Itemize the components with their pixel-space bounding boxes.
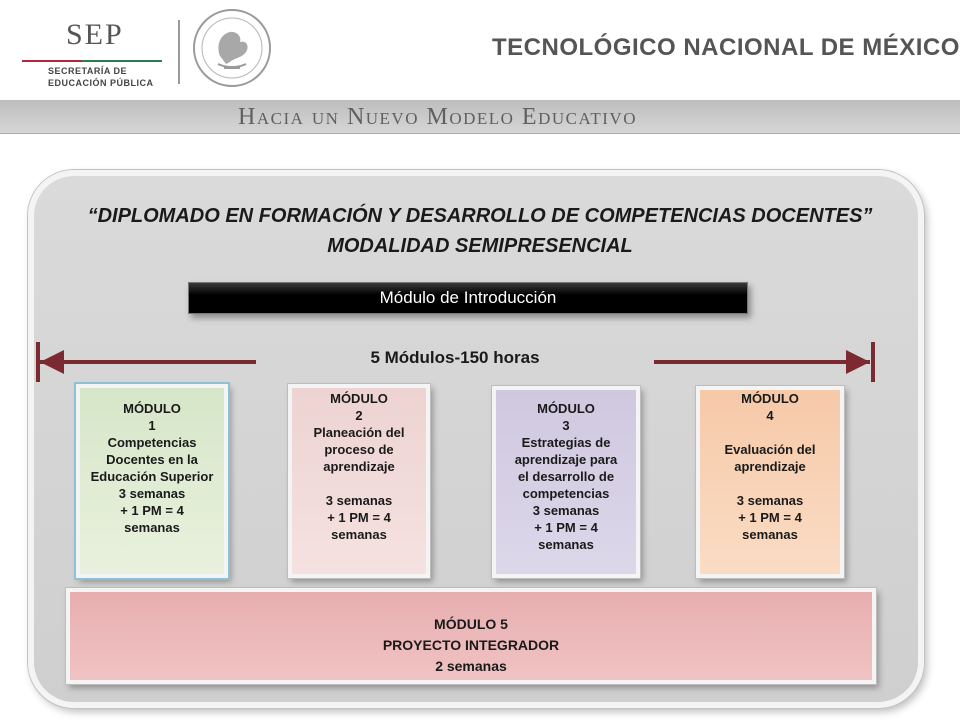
module-1-line: Educación Superior (90, 469, 214, 484)
sep-logo-subtitle-line2: EDUCACIÓN PÚBLICA (48, 78, 154, 88)
sep-logo-red-rule (22, 60, 82, 62)
module-4-line: 3 semanas (736, 493, 804, 508)
module-3-line: aprendizaje para (514, 452, 618, 467)
module-4-line (700, 475, 840, 492)
module-2-line: 2 (355, 408, 363, 423)
institution-name: TECNOLÓGICO NACIONAL DE MÉXICO (492, 34, 960, 61)
module-1-line: Competencias (107, 435, 197, 450)
module-5-line: PROYECTO INTEGRADOR (382, 637, 560, 653)
module-4-box (696, 386, 844, 578)
module-5-line: MÓDULO 5 (434, 616, 508, 632)
slogan-text: Hacia un Nuevo Modelo Educativo (238, 104, 637, 130)
intro-module-bar: Módulo de Introducción (188, 282, 748, 314)
module-5-line: 2 semanas (435, 658, 507, 674)
module-1-line: Docentes en la (106, 452, 198, 467)
module-2-line: proceso de (324, 442, 394, 457)
module-2-box (288, 384, 430, 578)
sep-logo (22, 14, 162, 86)
module-2-line: 3 semanas (325, 493, 393, 508)
module-1-line: 3 semanas (118, 486, 186, 501)
module-2-line (292, 475, 426, 492)
diploma-modality: MODALIDAD SEMIPRESENCIAL (327, 235, 633, 257)
module-2-line: MÓDULO (330, 391, 388, 406)
module-4-line: + 1 PM = 4 (738, 510, 802, 525)
module-3-line: + 1 PM = 4 (534, 520, 598, 535)
module-4-line: MÓDULO (741, 391, 799, 406)
module-1-line: semanas (124, 520, 180, 535)
module-4-line: Evaluación del (724, 442, 816, 457)
module-4-line: semanas (742, 527, 798, 542)
module-1-line: MÓDULO (123, 401, 181, 416)
module-2-line: aprendizaje (323, 459, 395, 474)
diploma-title: “DIPLOMADO EN FORMACIÓN Y DESARROLLO DE COMPETENCIAS DOCENTES” (87, 205, 873, 227)
module-3-line: 3 semanas (532, 503, 600, 518)
module-4-line (700, 424, 840, 441)
module-2-line: Planeación del (313, 425, 405, 440)
sep-logo-green-rule (82, 60, 162, 62)
module-5-box (66, 588, 876, 684)
module-4-line: aprendizaje (734, 459, 806, 474)
duration-span-label: 5 Módulos-150 horas (370, 348, 540, 367)
module-2-line: semanas (331, 527, 387, 542)
module-4-line: 4 (766, 408, 774, 423)
header (0, 0, 960, 100)
module-3-line: MÓDULO (537, 401, 595, 416)
module-1-line: + 1 PM = 4 (120, 503, 184, 518)
module-3-line: semanas (538, 537, 594, 552)
module-3-line: 3 (562, 418, 570, 433)
module-3-line: el desarrollo de (517, 469, 615, 484)
module-3-line: competencias (522, 486, 610, 501)
module-2-line: + 1 PM = 4 (327, 510, 391, 525)
module-3-box (492, 386, 640, 578)
header-divider (178, 20, 180, 84)
slogan-banner (0, 100, 960, 134)
mexican-eagle-seal-icon (190, 6, 274, 90)
module-3-line: Estrategias de (521, 435, 611, 450)
module-1-line: 1 (148, 418, 156, 433)
module-1-box (76, 384, 228, 578)
sep-logo-subtitle-line1: SECRETARÍA DE (48, 66, 128, 76)
sep-logo-word: SEP (66, 18, 124, 51)
